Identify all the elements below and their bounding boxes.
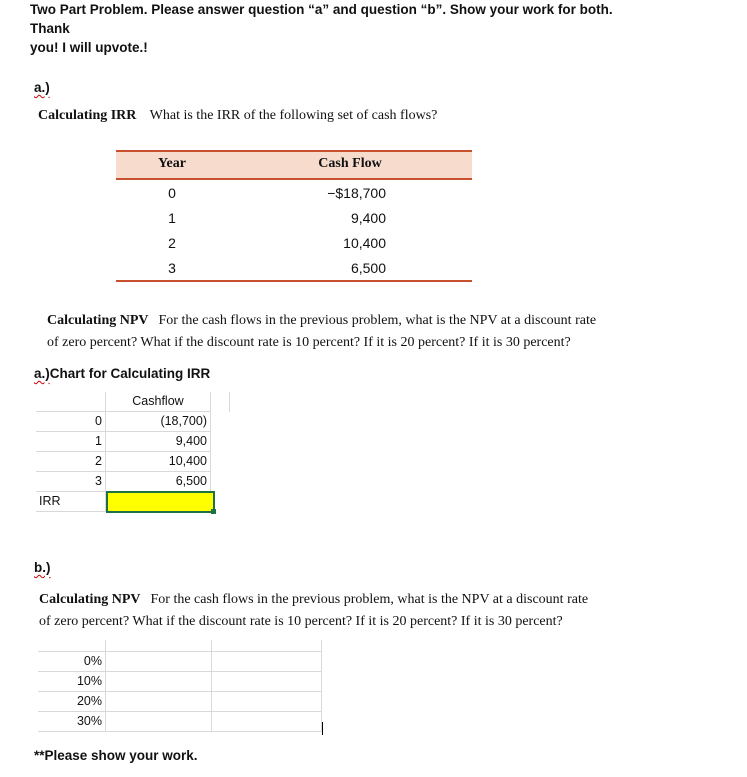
sheet-cell[interactable] <box>212 640 322 652</box>
sheet-cell[interactable] <box>212 692 322 712</box>
npv-question-line-2: of zero percent? What if the discount rate is 10 percent? If it is 20 percent? If it is 30 percent? <box>39 614 563 629</box>
year-cell: 1 <box>168 209 176 226</box>
cashflow-header: Cash Flow <box>318 156 382 171</box>
year-cell: 2 <box>168 234 176 251</box>
rate-cell[interactable]: 30% <box>38 712 106 732</box>
year-cell[interactable]: 2 <box>36 452 106 472</box>
npv-question-line-2: of zero percent? What if the discount rate is 10 percent? If it is 20 percent? If it is 30 percent? <box>47 335 571 350</box>
text-cursor <box>322 722 323 735</box>
rate-cell[interactable]: 10% <box>38 672 106 692</box>
sheet-cell[interactable] <box>38 640 106 652</box>
cashflow-cell[interactable]: 10,400 <box>106 452 211 472</box>
irr-question-title: Calculating IRR <box>38 108 137 123</box>
rate-cell[interactable]: 20% <box>38 692 106 712</box>
sheet-cell[interactable] <box>212 712 322 732</box>
cashflow-cell[interactable]: 6,500 <box>106 472 211 492</box>
cashflow-table <box>116 150 472 282</box>
table-row <box>116 255 472 280</box>
npv-question-title: Calculating NPV <box>47 313 149 328</box>
table-row <box>116 230 472 255</box>
year-cell: 0 <box>168 184 176 201</box>
sheet-cell[interactable] <box>36 392 106 412</box>
cashflow-table-header <box>116 150 472 180</box>
irr-spreadsheet <box>36 392 230 514</box>
intro-text <box>30 0 650 57</box>
year-header: Year <box>158 156 186 171</box>
npv-question-b <box>39 589 719 633</box>
footer-note: **Please show your work. <box>34 748 198 763</box>
npv-question-line-1: For the cash flows in the previous problem, what is the NPV at a discount rate <box>150 592 589 607</box>
year-cell: 3 <box>168 259 176 276</box>
rate-cell[interactable]: 0% <box>38 652 106 672</box>
irr-label[interactable]: IRR <box>36 492 106 512</box>
cashflow-cell: 10,400 <box>343 234 386 251</box>
cashflow-cell: 6,500 <box>350 259 386 276</box>
cashflow-column-header[interactable]: Cashflow <box>106 392 211 412</box>
npv-cell[interactable] <box>106 712 212 732</box>
part-a-label: a.) <box>34 80 50 95</box>
npv-cell[interactable] <box>106 672 212 692</box>
npv-cell[interactable] <box>106 652 212 672</box>
cashflow-cell: 9,400 <box>350 209 386 226</box>
fill-handle[interactable] <box>211 509 216 514</box>
npv-question-line-1: For the cash flows in the previous problem, what is the NPV at a discount rate <box>158 313 597 328</box>
chart-heading: a.)Chart for Calculating IRR <box>34 366 211 381</box>
cashflow-cell[interactable]: (18,700) <box>106 412 211 432</box>
irr-question <box>38 108 437 124</box>
irr-question-text: What is the IRR of the following set of cash flows? <box>149 108 438 123</box>
sheet-cell[interactable] <box>212 672 322 692</box>
npv-question-a <box>47 310 707 354</box>
cashflow-cell[interactable]: 9,400 <box>106 432 211 452</box>
irr-result-cell[interactable] <box>106 491 215 513</box>
npv-cell[interactable] <box>106 692 212 712</box>
table-row <box>116 205 472 230</box>
intro-line-2: you! I will upvote.! <box>30 40 148 55</box>
year-cell[interactable]: 3 <box>36 472 106 492</box>
year-cell[interactable]: 0 <box>36 412 106 432</box>
sheet-cell[interactable] <box>106 640 212 652</box>
cashflow-cell: −$18,700 <box>327 184 386 201</box>
year-cell[interactable]: 1 <box>36 432 106 452</box>
npv-question-title: Calculating NPV <box>39 592 141 607</box>
npv-spreadsheet <box>38 640 323 740</box>
table-row <box>116 180 472 205</box>
sheet-cell[interactable] <box>212 652 322 672</box>
part-b-label: b.) <box>34 560 51 575</box>
sheet-cell[interactable] <box>215 392 230 412</box>
intro-line-1: Two Part Problem. Please answer question “a” and question “b”. Show your work for both. Thank <box>30 2 613 36</box>
